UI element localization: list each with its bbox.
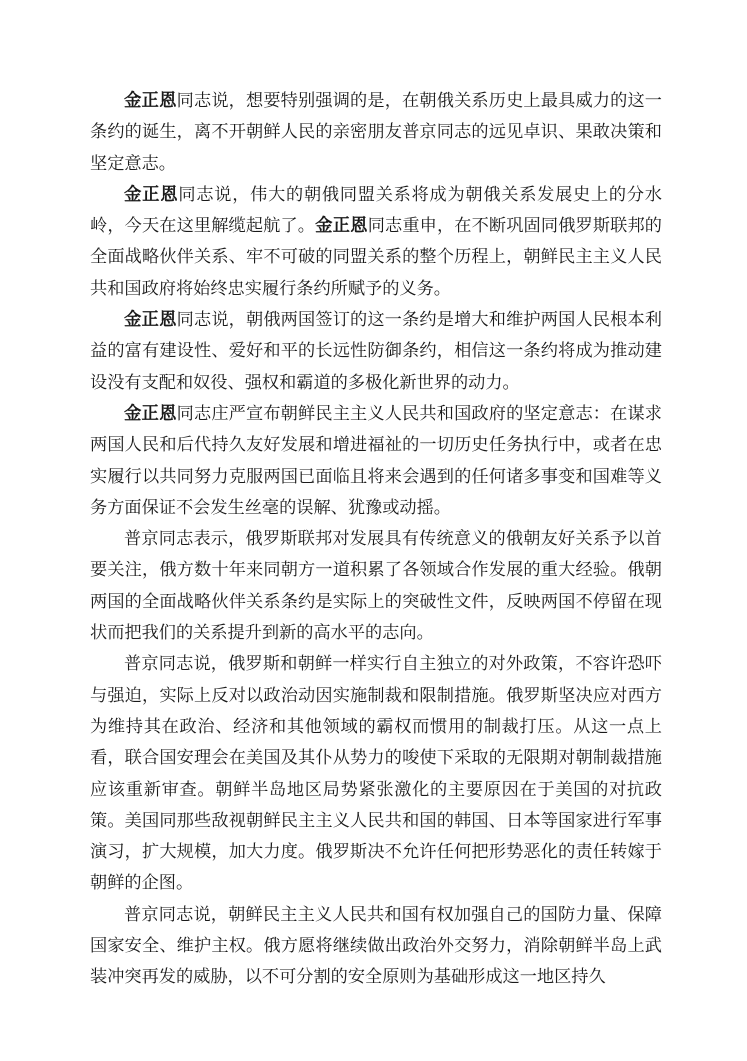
- person-name: 金正恩: [124, 403, 177, 424]
- person-name: 金正恩: [124, 184, 179, 205]
- paragraph-4: [90, 399, 662, 524]
- paragraph-text: 普京同志说，俄罗斯和朝鲜一样实行自主独立的对外政策，不容许恐吓与强迫，实际上反对以政治动因实施制裁和限制措施。俄罗斯坚决应对西方为维持其在政治、经济和其他领域的霸权而惯用的制裁打压。从这一点上看，联合国安理会在美国及其仆从势力的唆使下采取的无限期对朝制裁措施应该重新审查。朝鲜半岛地区局势紧张激化的主要原因在于美国的对抗政策。美国同那些敌视朝鲜民主主义人民共和国的韩国、日本等国家进行军事演习，扩大规模，加大力度。俄罗斯决不允许任何把形势恶化的责任转嫁于朝鲜的企图。: [90, 654, 662, 894]
- paragraph-3: [90, 305, 662, 399]
- person-name: 金正恩: [124, 91, 177, 111]
- paragraph-5: [90, 524, 662, 649]
- paragraph-text: 同志说，伟大的朝俄同盟关系将成为朝俄关系发展史上的分水岭，今天在这里解缆起航了。: [90, 184, 662, 237]
- paragraph-text: 同志说，朝俄两国签订的这一条约是增大和维护两国人民根本利益的富有建设性、爱好和平的长远性防御条约，相信这一条约将成为推动建设没有支配和奴役、强权和霸道的多极化新世界的动力。: [90, 310, 662, 393]
- paragraph-7: [90, 900, 662, 994]
- paragraph-text: 同志说，想要特别强调的是，在朝俄关系历史上最具威力的这一条约的诞生，离不开朝鲜人民的亲密朋友普京同志的远见卓识、果敢决策和坚定意志。: [90, 91, 662, 174]
- person-name: 金正恩: [124, 310, 177, 331]
- paragraph-1: [90, 86, 662, 180]
- paragraph-text: 同志庄严宣布朝鲜民主主义人民共和国政府的坚定意志：在谋求两国人民和后代持久友好发展和增进福祉的一切历史任务执行中，或者在忠实履行以共同努力克服两国已面临且将来会遇到的任何诸多事变和国难等义务方面保证不会发生丝毫的误解、犹豫或动摇。: [90, 403, 662, 518]
- paragraph-text: 普京同志表示，俄罗斯联邦对发展具有传统意义的俄朝友好关系予以首要关注，俄方数十年来同朝方一道积累了各领域合作发展的重大经验。俄朝两国的全面战略伙伴关系条约是实际上的突破性文件，反映两国不停留在现状而把我们的关系提升到新的高水平的志向。: [90, 529, 662, 644]
- document-page: [90, 86, 662, 994]
- paragraph-2: [90, 180, 662, 305]
- paragraph-text: 普京同志说，朝鲜民主主义人民共和国有权加强自己的国防力量、保障国家安全、维护主权。俄方愿将继续做出政治外交努力，消除朝鲜半岛上武装冲突再发的威胁，以不可分割的安全原则为基础形成这一地区持久: [90, 904, 662, 988]
- person-name: 金正恩: [315, 216, 368, 237]
- paragraph-text: 同志重申，在不断巩固同俄罗斯联邦的全面战略伙伴关系、牢不可破的同盟关系的整个历程上，朝鲜民主主义人民共和国政府将始终忠实履行条约所赋予的义务。: [90, 216, 662, 299]
- paragraph-6: [90, 649, 662, 899]
